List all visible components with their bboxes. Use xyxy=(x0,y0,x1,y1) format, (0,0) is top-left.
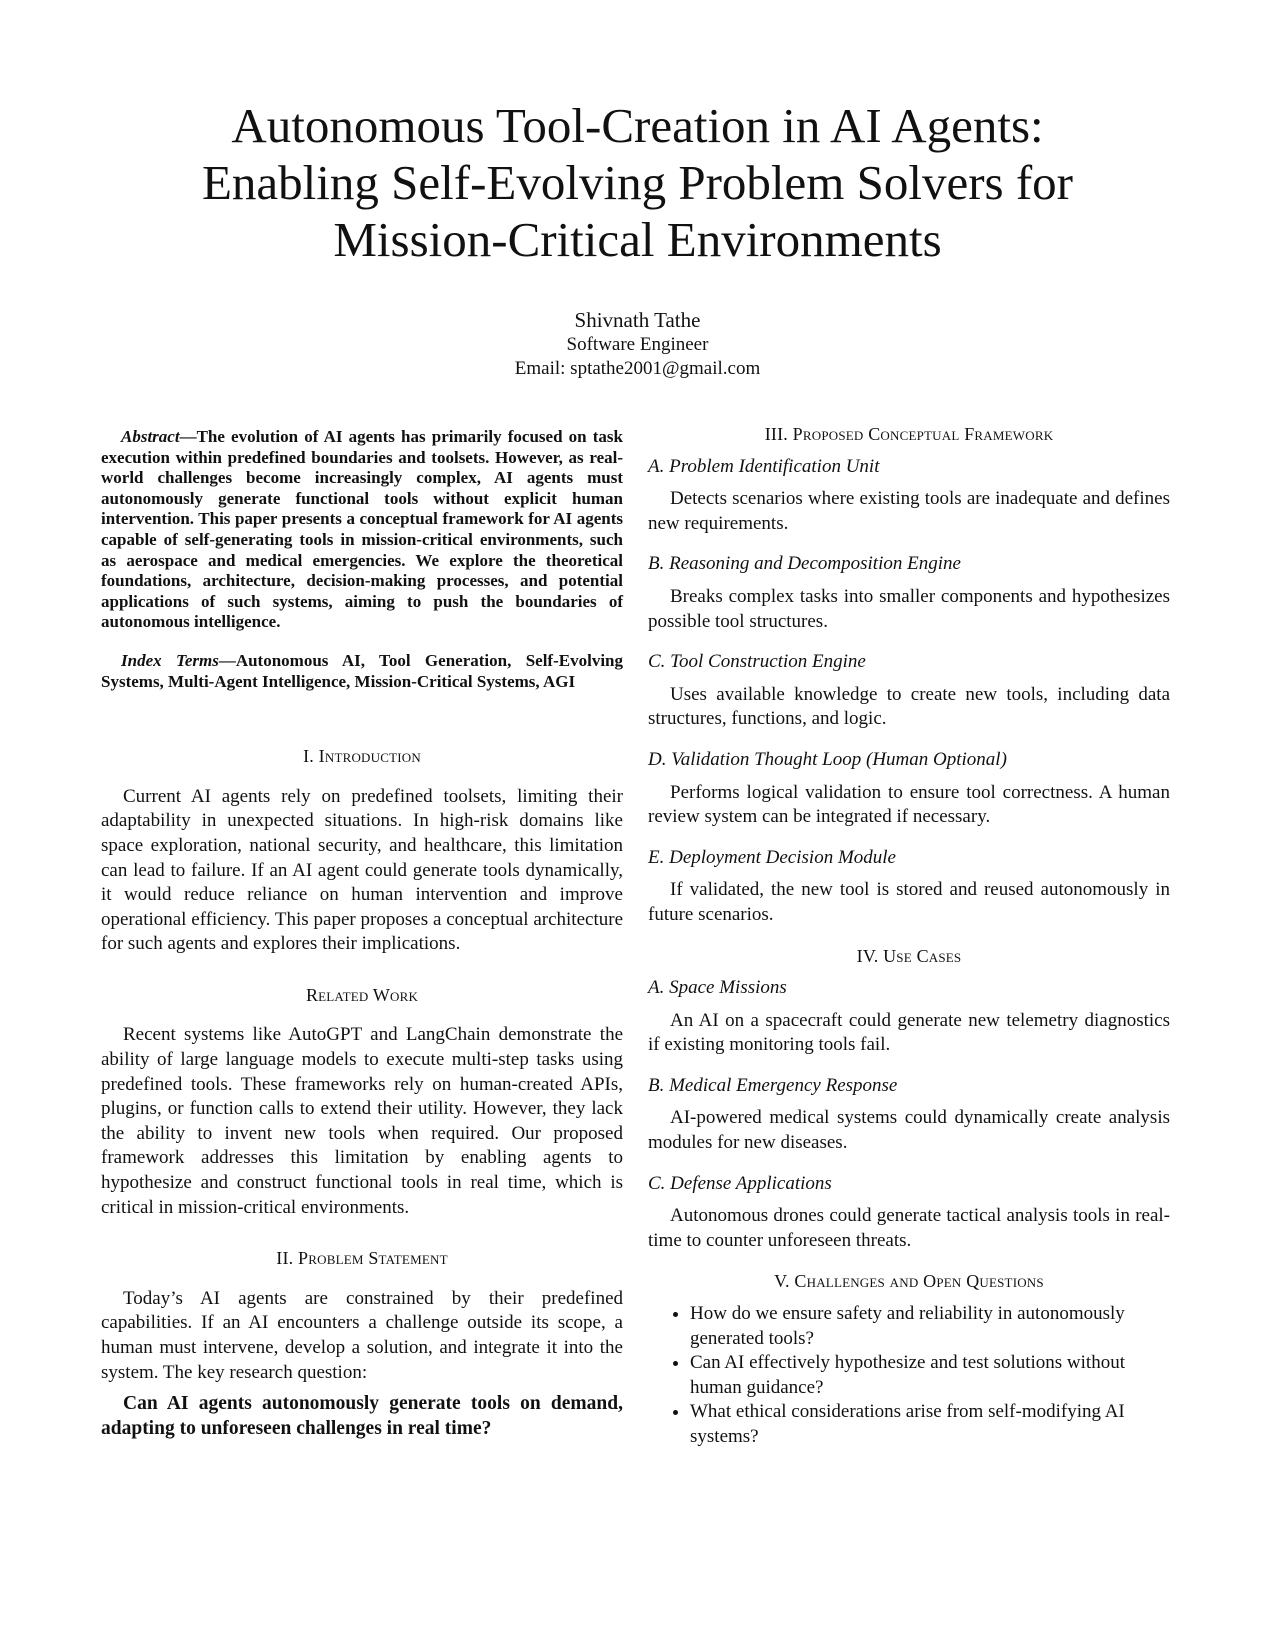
subsection-text: Autonomous drones could generate tactical analysis tools in real-time to counter unforeseen threats. xyxy=(648,1205,1170,1251)
problem-statement-text: Today’s AI agents are constrained by their predefined capabilities. If an AI encounters a challenge outside its scope, a human must intervene, develop a solution, and integrate it into the system. The key research question: xyxy=(101,1287,623,1383)
section-heading-framework: III. Proposed Conceptual Framework xyxy=(764,424,1054,444)
subsection-text: Performs logical validation to ensure tool correctness. A human review system can be integrated if necessary. xyxy=(648,781,1170,828)
abstract-lead: Abstract xyxy=(121,427,180,446)
paper-title xyxy=(100,97,1175,268)
abstract xyxy=(101,427,623,633)
list-item: • Can AI effectively hypothesize and test solutions without human guidance? xyxy=(690,1351,1170,1400)
challenges-list xyxy=(648,1302,1170,1450)
subsection-text: Uses available knowledge to create new tools, including data structures, functions, and logic. xyxy=(648,683,1170,730)
subsection-heading: A. Problem Identification Unit xyxy=(648,455,880,477)
subsection-heading: B. Medical Emergency Response xyxy=(648,1074,898,1096)
subsection-heading: B. Reasoning and Decomposition Engine xyxy=(648,553,961,575)
section-heading-challenges: V. Challenges and Open Questions xyxy=(774,1271,1044,1292)
list-item: • How do we ensure safety and reliability in autonomously generated tools? xyxy=(690,1302,1170,1351)
subsection-text: An AI on a spacecraft could generate new telemetry diagnostics if existing monitoring tools fail. xyxy=(648,1009,1170,1056)
section-heading-introduction: I. Introduction xyxy=(303,746,421,767)
right-column xyxy=(648,424,1170,1450)
subsection-text: If validated, the new tool is stored and reused autonomously in future scenarios. xyxy=(648,879,1170,925)
subsection-heading: C. Tool Construction Engine xyxy=(648,651,866,673)
subsection-text: AI-powered medical systems could dynamically create analysis modules for new diseases. xyxy=(648,1107,1170,1154)
section-heading-use-cases: IV. Use Cases xyxy=(856,945,962,966)
research-question: Can AI agents autonomously generate tools on demand, adapting to unforeseen challenges in real time? xyxy=(101,1393,623,1440)
list-item: • What ethical considerations arise from self-modifying AI systems? xyxy=(690,1400,1170,1449)
subsection-heading: E. Deployment Decision Module xyxy=(648,846,896,868)
author-name: Shivnath Tathe xyxy=(574,308,701,332)
section-heading-related-work: Related Work xyxy=(305,984,419,1005)
subsection-heading: D. Validation Thought Loop (Human Optional) xyxy=(648,748,1007,770)
subsection-heading: A. Space Missions xyxy=(648,977,787,999)
index-terms-text: —Autonomous AI, Tool Generation, Self-Evolving Systems, Multi-Agent Intelligence, Mission-Critical Systems, AGI xyxy=(101,650,623,691)
introduction-text: Current AI agents rely on predefined toolsets, limiting their adaptability in unexpected situations. In high-risk domains like space exploration, national security, and healthcare, this limitation can lead to failure. If an AI agent could generate tools dynamically, it would reduce reliance on human intervention and improve operational efficiency. This paper proposes a conceptual architecture for such agents and explores their implications. xyxy=(101,785,623,955)
related-work-text: Recent systems like AutoGPT and LangChain demonstrate the ability of large language models to execute multi-step tasks using predefined tools. These frameworks rely on human-created APIs, plugins, or function calls to extend their utility. However, they lack the ability to invent new tools when required. Our proposed framework addresses this limitation by enabling agents to hypothesize and construct functional tools in real time, which is critical in mission-critical environments. xyxy=(101,1024,623,1218)
index-terms xyxy=(101,651,623,692)
subsection-text: Breaks complex tasks into smaller components and hypothesizes possible tool structures. xyxy=(648,585,1170,632)
author-role: Software Engineer xyxy=(566,334,709,355)
index-terms-lead: Index Terms xyxy=(121,650,219,670)
title-line: Enabling Self-Evolving Problem Solvers for xyxy=(202,155,1073,210)
left-column xyxy=(101,427,623,1441)
author-email: Email: sptathe2001@gmail.com xyxy=(514,358,761,379)
section-heading-problem-statement: II. Problem Statement xyxy=(276,1248,448,1269)
title-line: Mission-Critical Environments xyxy=(333,212,942,267)
subsection-heading: C. Defense Applications xyxy=(648,1172,832,1194)
subsection-text: Detects scenarios where existing tools are inadequate and defines new requirements. xyxy=(648,488,1170,534)
abstract-text: —The evolution of AI agents has primarily focused on task execution within predefined boundaries and toolsets. However, as real-world challenges become increasingly complex, AI agents must autonomously generate functional tools without explicit human intervention. This paper presents a conceptual framework for AI agents capable of self-generating tools in mission-critical environments, such as aerospace and medical emergencies. We explore the theoretical foundations, architecture, decision-making processes, and potential applications of such systems, aiming to push the boundaries of autonomous intelligence. xyxy=(101,427,623,632)
author-block xyxy=(0,307,1275,381)
title-line: Autonomous Tool-Creation in AI Agents: xyxy=(231,98,1044,153)
